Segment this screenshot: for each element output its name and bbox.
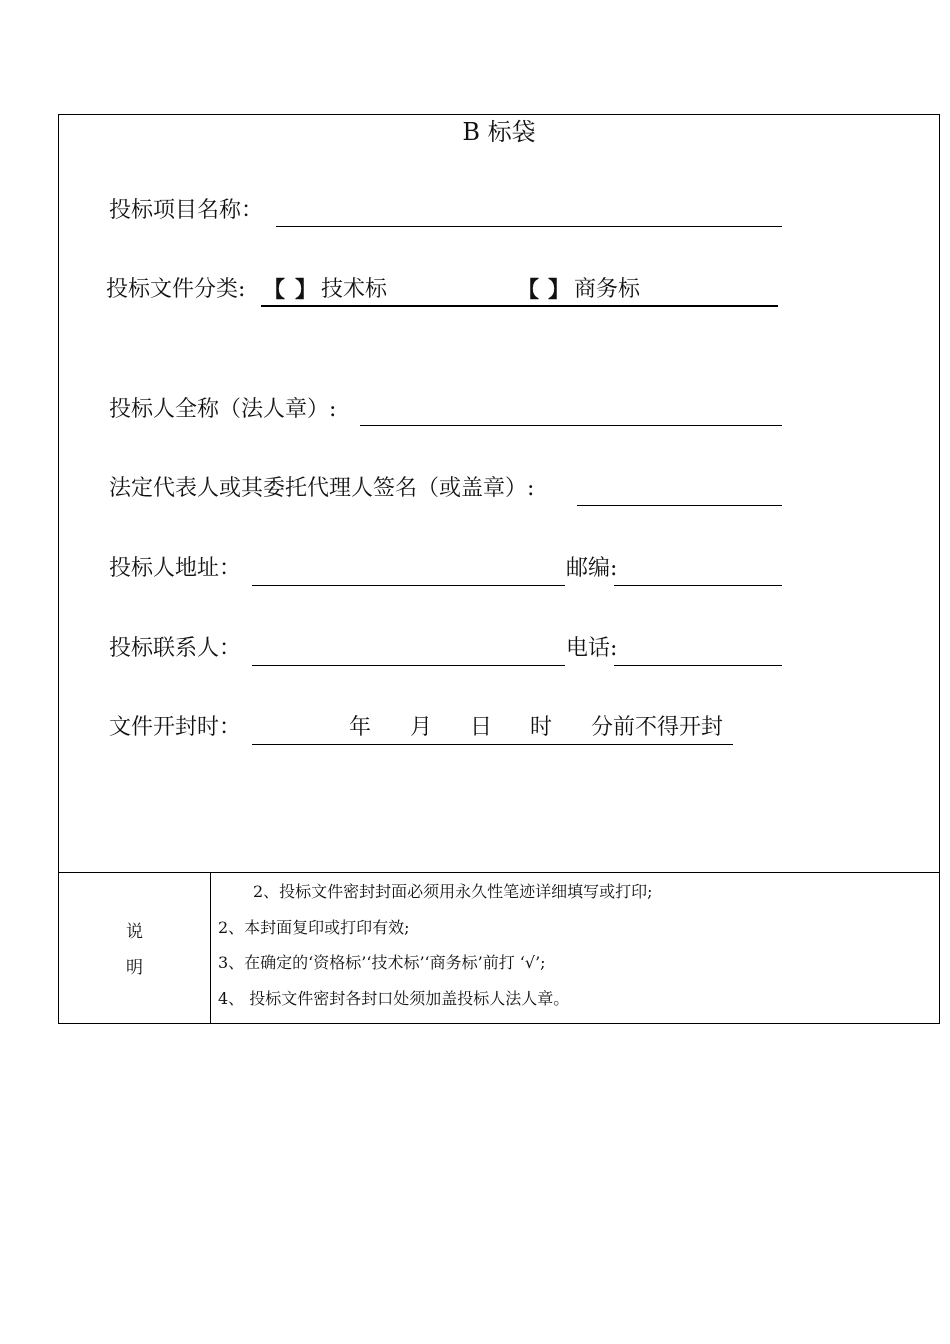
legal-rep-line [577, 505, 782, 506]
open-time-minute-suffix: 分前不得开封 [591, 715, 724, 740]
note-item-4: 4、 投标文件密封各封口处须加盖投标人法人章。 [218, 989, 570, 1008]
envelope-form [58, 114, 940, 1024]
open-time-line [252, 744, 733, 745]
bracket-right-technical: 】 [295, 277, 318, 303]
note-item-2: 2、本封面复印或打印有效; [218, 918, 410, 937]
open-time-month: 月 [410, 715, 433, 740]
commercial-bid-option: 商务标 [574, 277, 641, 302]
notes-side-label-2: 明 [126, 958, 143, 978]
form-title: B 标袋 [462, 118, 536, 146]
notes-top-border [59, 872, 939, 873]
legal-rep-label: 法定代表人或其委托代理人签名（或盖章）: [109, 476, 535, 501]
postcode-label: 邮编: [566, 556, 618, 581]
bracket-left-commercial: 【 [517, 277, 540, 303]
phone-line [614, 665, 782, 666]
address-label: 投标人地址： [109, 556, 242, 581]
project-name-line [276, 226, 782, 227]
technical-bid-option: 技术标 [321, 277, 388, 302]
category-line [261, 305, 778, 307]
bidder-name-label: 投标人全称（法人章）: [109, 397, 337, 422]
phone-label: 电话: [566, 636, 618, 661]
notes-divider [210, 872, 211, 1023]
postcode-line [614, 585, 782, 586]
bracket-left-technical: 【 [263, 277, 286, 303]
notes-side-label-1: 说 [126, 922, 143, 942]
open-time-day: 日 [470, 715, 493, 740]
note-item-3: 3、在确定的‘资格标’‘技术标’‘商务标’前打 ‘√’; [218, 953, 546, 972]
category-label: 投标文件分类: [106, 277, 246, 302]
note-item-1: 2、投标文件密封封面必须用永久性笔迹详细填写或打印; [253, 882, 653, 901]
bidder-name-line [360, 425, 782, 426]
open-time-hour: 时 [530, 715, 553, 740]
contact-label: 投标联系人： [109, 636, 242, 661]
bracket-right-commercial: 】 [548, 277, 571, 303]
project-name-label: 投标项目名称： [109, 198, 264, 223]
address-line [252, 585, 565, 586]
open-time-year: 年 [349, 715, 372, 740]
open-time-label: 文件开封时： [109, 715, 242, 740]
contact-line [252, 665, 565, 666]
